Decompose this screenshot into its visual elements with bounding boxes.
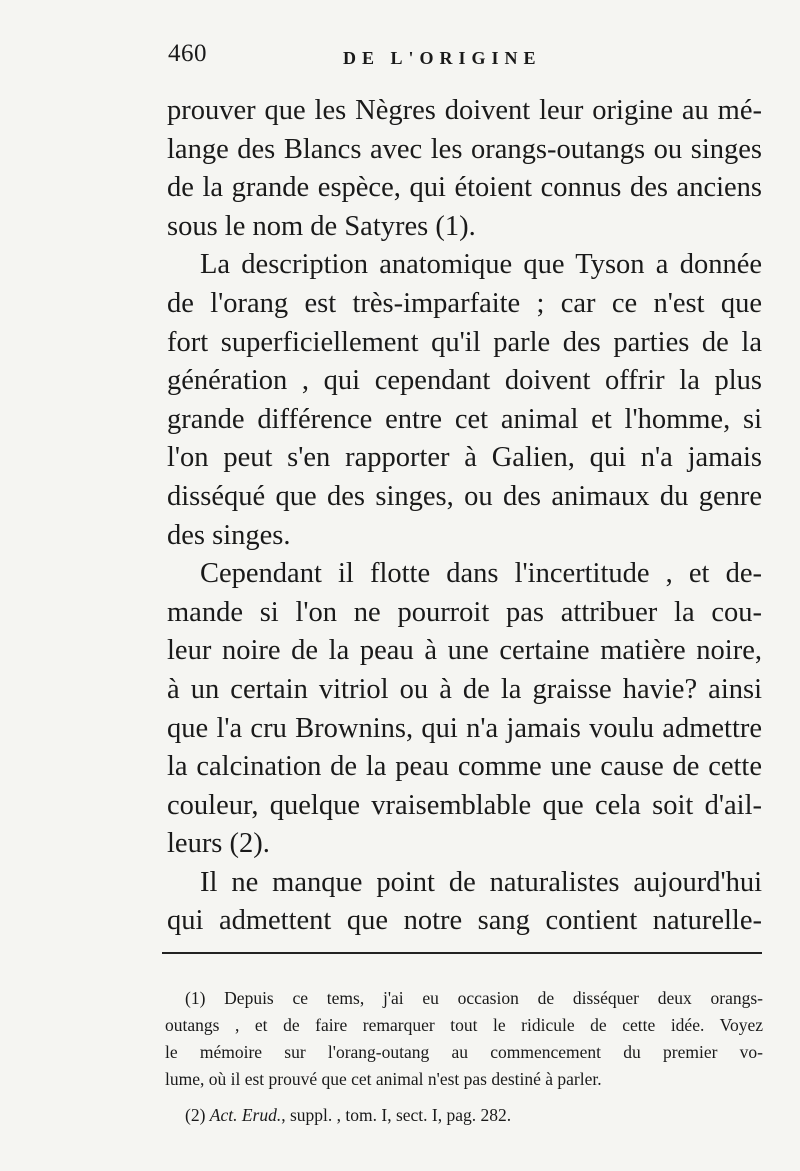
text-line: fort superficiellement qu'il parle des parties de la [167, 326, 762, 358]
text-line: de l'orang est très-imparfaite ; car ce n'est que [167, 287, 762, 319]
text-line: génération , qui cependant doivent offrir la plus [167, 365, 762, 397]
text-line: leurs (2). [167, 828, 270, 860]
footnote-line: le mémoire sur l'orang-outang au commencement du premier vo- [165, 1042, 763, 1062]
running-head: DE L'ORIGINE [343, 48, 542, 68]
footnote-line: lume, où il est prouvé que cet animal n'est pas destiné à parler. [165, 1069, 602, 1089]
footnotes [165, 985, 763, 1129]
text-line: couleur, quelque vraisemblable que cela soit d'ail- [167, 789, 762, 821]
text-line: la calcination de la peau comme une cause de cette [167, 751, 762, 783]
page-number: 460 [168, 40, 207, 67]
text-line: qui admettent que notre sang contient naturelle- [167, 905, 762, 937]
text-line: que l'a cru Brownins, qui n'a jamais voulu admettre [167, 712, 762, 744]
text-line: prouver que les Nègres doivent leur origine au mé- [167, 95, 762, 126]
text-line: grande différence entre cet animal et l'homme, si [167, 403, 762, 435]
text-line: Il ne manque point de naturalistes aujourd'hui [200, 866, 762, 898]
text-line: à un certain vitriol ou à de la graisse havie? ainsi [167, 673, 762, 705]
footnote-2-reference: , suppl. , tom. I, sect. I, pag. 282. [281, 1105, 512, 1125]
text-line: l'on peut s'en rapporter à Galien, qui n'a jamais [167, 442, 762, 474]
text-line: sous le nom de Satyres (1). [167, 210, 476, 242]
body-text [167, 92, 762, 941]
text-line: leur noire de la peau à une certaine matière noire, [167, 635, 762, 667]
footnote-2 [165, 1102, 763, 1129]
text-line: mande si l'on ne pourroit pas attribuer la cou- [167, 596, 762, 628]
footnote-2-title: Act. Erud. [209, 1105, 282, 1125]
text-line: La description anatomique que Tyson a donnée [200, 249, 762, 281]
footnote-line: outangs , et de faire remarquer tout le ridicule de cette idée. Voyez [165, 1015, 763, 1035]
text-line: lange des Blancs avec les orangs-outangs ou singes [167, 133, 762, 165]
text-line: disséqué que des singes, ou des animaux du genre [167, 480, 762, 512]
footnote-2-marker: (2) [185, 1105, 206, 1125]
page-header [168, 40, 758, 80]
footnote-divider [162, 952, 762, 954]
text-line: des singes. [167, 519, 291, 551]
text-line: de la grande espèce, qui étoient connus des anciens [167, 172, 762, 204]
text-line: Cependant il flotte dans l'incertitude , et de- [200, 558, 762, 590]
footnote-line: (1) Depuis ce tems, j'ai eu occasion de disséquer deux orangs- [185, 988, 763, 1008]
